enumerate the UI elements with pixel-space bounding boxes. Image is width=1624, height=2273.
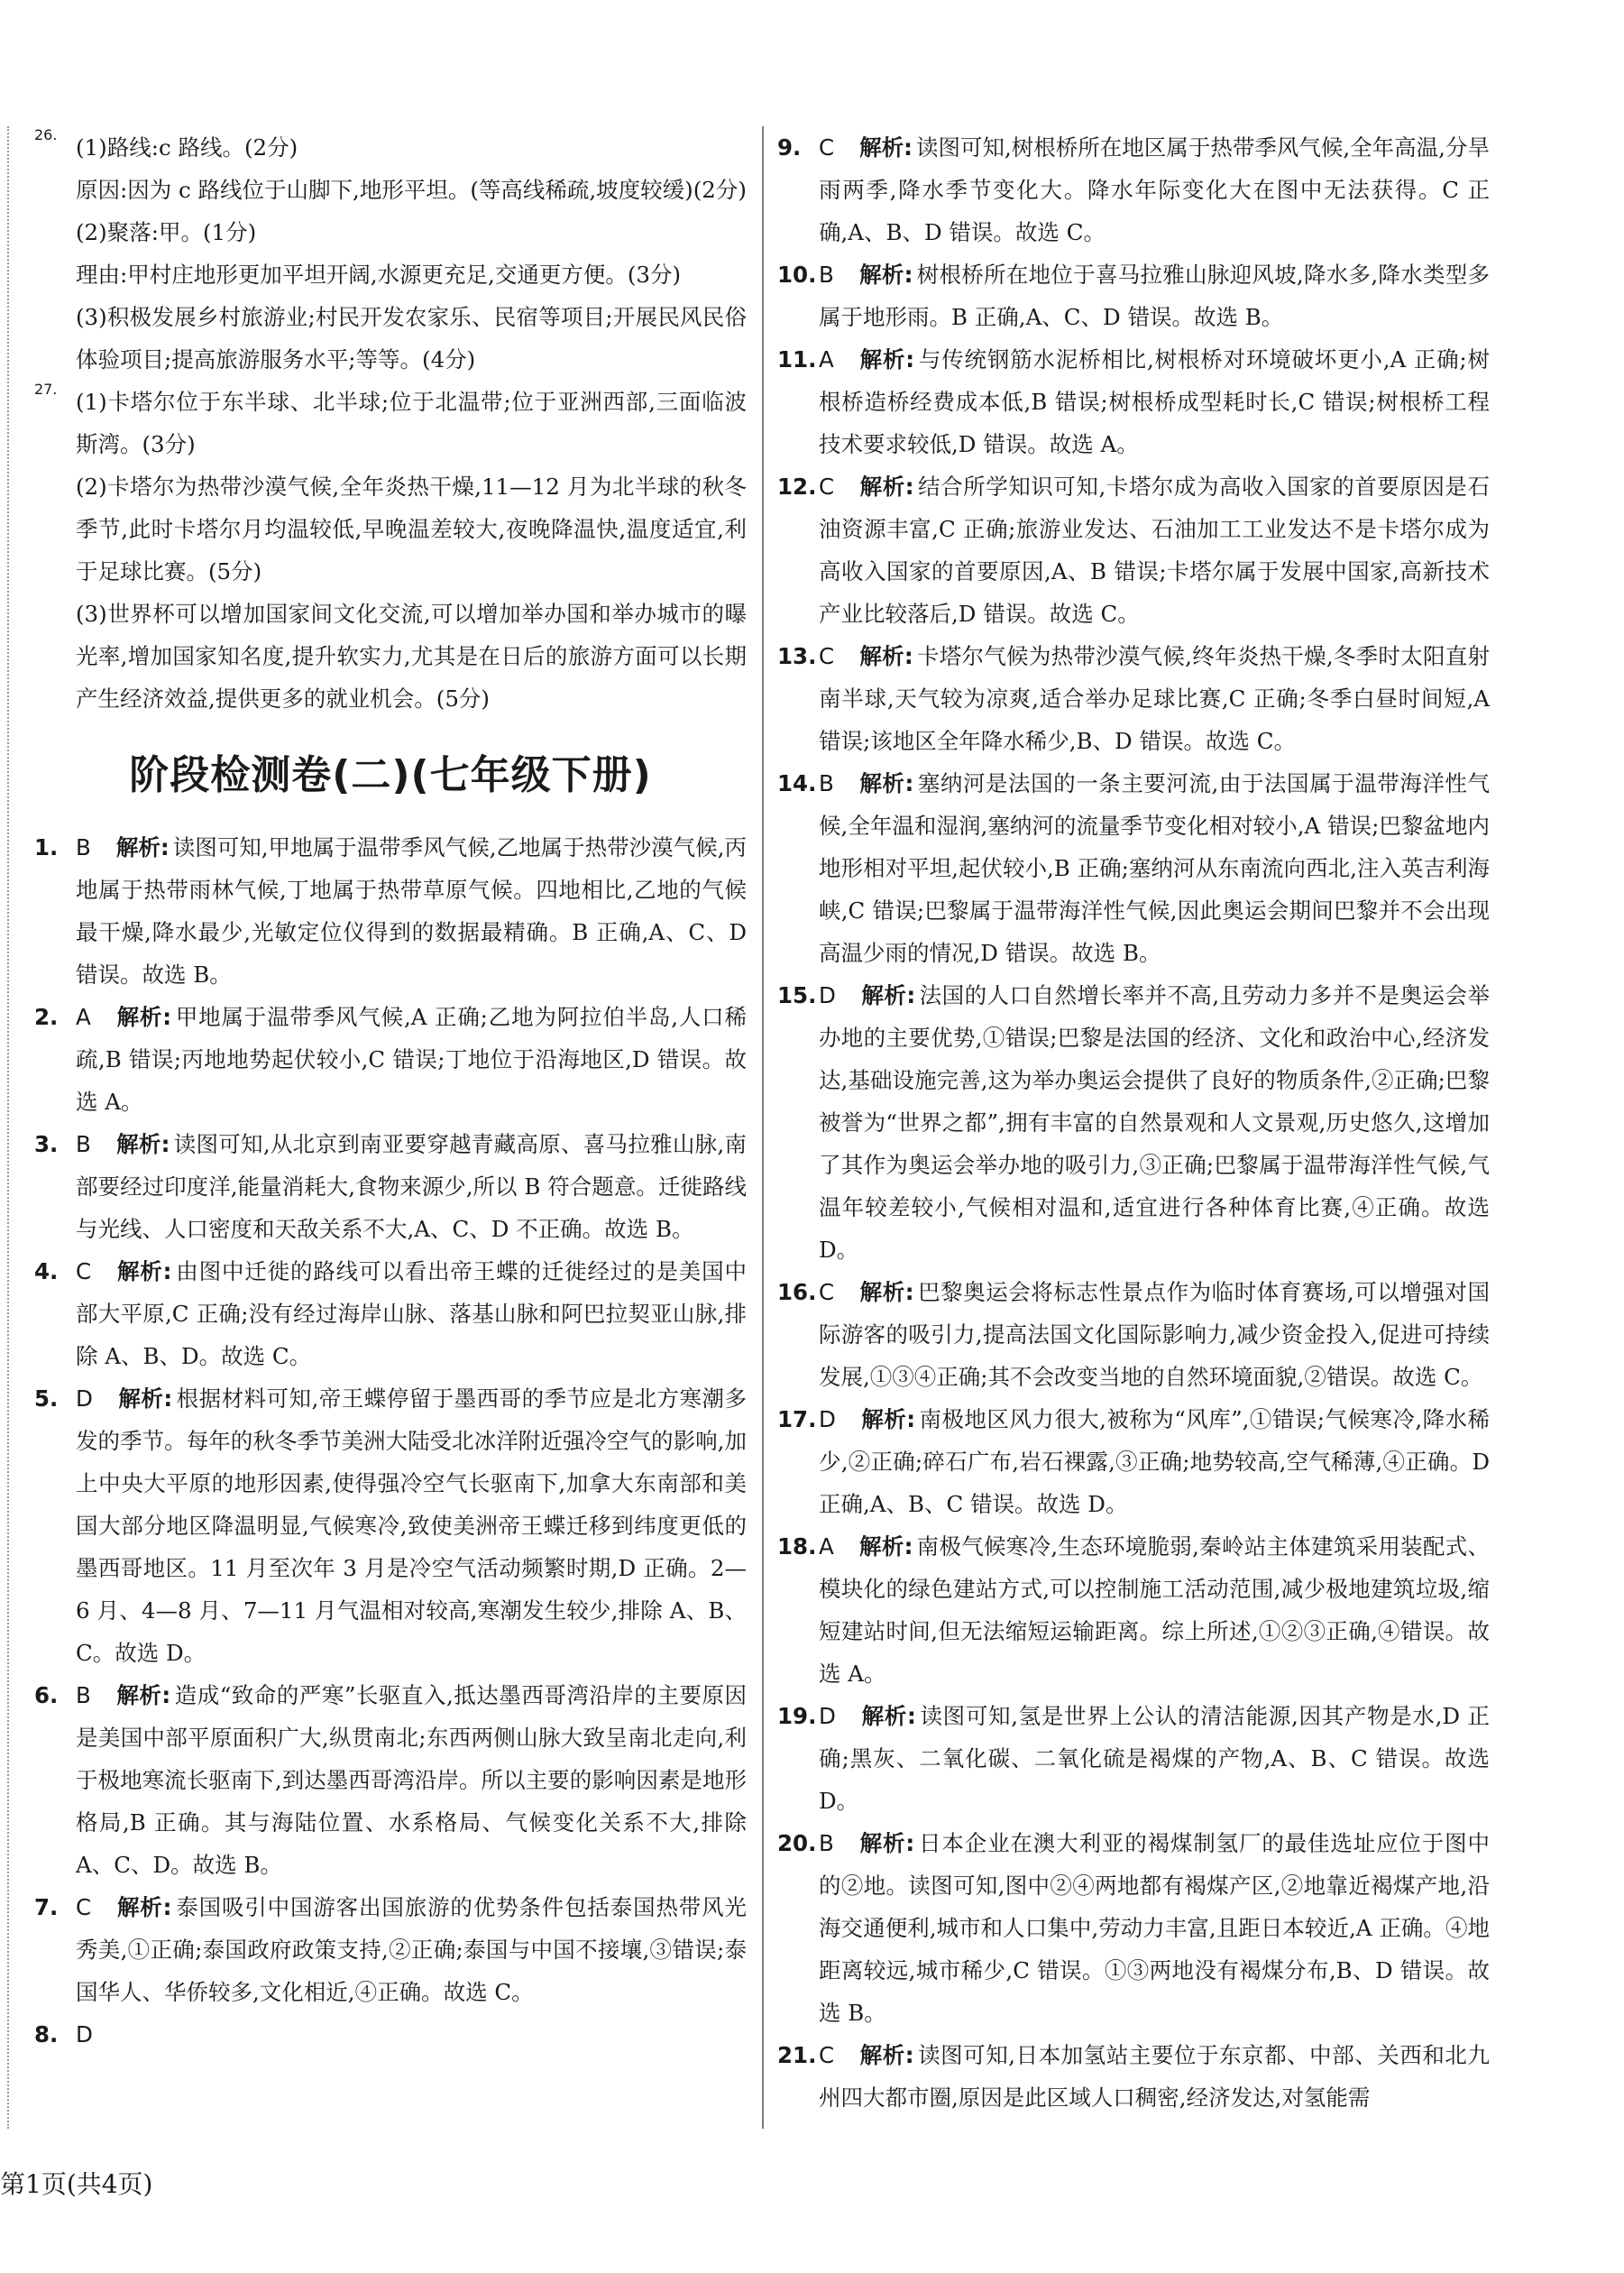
question-number bbox=[777, 974, 816, 1017]
answer-paragraph bbox=[76, 169, 747, 211]
answer-text: (1)卡塔尔位于东半球、北半球;位于北温带;位于亚洲西部,三面临波斯湾。(3分) bbox=[76, 389, 747, 457]
question-number-value: 21. bbox=[777, 2042, 817, 2068]
question-number-value: 9. bbox=[777, 134, 802, 161]
left-column bbox=[34, 126, 747, 2056]
question-number bbox=[777, 338, 816, 381]
answer-choice: C bbox=[819, 1279, 835, 1305]
analysis-label: 解析: bbox=[859, 2042, 914, 2068]
answer-choice: D bbox=[819, 1406, 836, 1432]
answer-item bbox=[777, 1695, 1490, 1822]
question-number bbox=[777, 253, 816, 296]
question-number-value: 10. bbox=[777, 262, 817, 288]
analysis-label: 解析: bbox=[860, 1406, 916, 1432]
analysis-label: 解析: bbox=[858, 770, 914, 796]
answer-choice: C bbox=[819, 643, 835, 669]
analysis-label: 解析: bbox=[115, 834, 170, 860]
question-block bbox=[34, 126, 747, 381]
answer-paragraph bbox=[76, 593, 747, 720]
analysis-text: 与传统钢筋水泥桥相比,树根桥对环境破坏更小,A 正确;树根桥造桥经费成本低,B 错误;树根桥成型耗时长,C 错误;树根桥工程技术要求较低,D 错误。故选 A。 bbox=[819, 346, 1490, 457]
answer-choice: A bbox=[819, 346, 834, 373]
question-number bbox=[777, 2034, 816, 2076]
question-number bbox=[777, 1271, 816, 1313]
answer-paragraph bbox=[76, 253, 747, 296]
question-number bbox=[777, 465, 816, 508]
analysis-text: 法国的人口自然增长率并不高,且劳动力多并不是奥运会举办地的主要优势,①错误;巴黎是法国的经济、文化和政治中心,经济发达,基础设施完善,这为举办奥运会提供了良好的物质条件,②正确;巴黎被誉为“世界之都”,拥有丰富的自然景观和人文景观,历史悠久,这增加了其作为奥运会举办地的吸引力,③正确;巴黎属于温带海洋性气候,气温年较差较小,气候相对温和,适宜进行各种体育比赛,④正确。故选 D。 bbox=[819, 982, 1490, 1263]
question-number bbox=[34, 1377, 58, 1420]
analysis-text: 日本企业在澳大利亚的褐煤制氢厂的最佳选址应位于图中的②地。读图可知,图中②④两地都有褐煤产区,②地靠近褐煤产地,沿海交通便利,城市和人口集中,劳动力丰富,且距日本较近,A 正确。④地距离较远,城市稀少,C 错误。①③两地没有褐煤分布,B、D 错误。故选 B。 bbox=[819, 1830, 1490, 2026]
question-number-value: 13. bbox=[777, 643, 817, 669]
answer-item bbox=[34, 1674, 747, 1886]
answer-text: 理由:甲村庄地形更加平坦开阔,水源更充足,交通更方便。(3分) bbox=[76, 262, 682, 288]
column-divider bbox=[762, 126, 764, 2129]
analysis-label: 解析: bbox=[858, 1830, 915, 1856]
page-footer: 第1页(共4页) bbox=[0, 2169, 153, 2199]
answer-paragraph bbox=[76, 465, 747, 593]
question-number-value: 17. bbox=[777, 1406, 817, 1432]
question-number-value: 6. bbox=[34, 1682, 59, 1708]
question-number bbox=[777, 126, 801, 169]
analysis-label: 解析: bbox=[115, 1004, 172, 1030]
analysis-text: 读图可知,从北京到南亚要穿越青藏高原、喜马拉雅山脉,南部要经过印度洋,能量消耗大,食物来源少,所以 B 符合题意。迁徙路线与光线、人口密度和天敌关系不大,A、C、D 不正确。故选 B。 bbox=[76, 1131, 747, 1242]
analysis-label: 解析: bbox=[115, 1682, 171, 1708]
analysis-label: 解析: bbox=[859, 474, 914, 500]
question-number-value: 1. bbox=[34, 834, 59, 860]
analysis-text: 南极地区风力很大,被称为“风库”,①错误;气候寒冷,降水稀少,②正确;碎石广布,岩石裸露,③正确;地势较高,空气稀薄,④正确。D 正确,A、B、C 错误。故选 D。 bbox=[819, 1406, 1490, 1517]
answer-text: (3)世界杯可以增加国家间文化交流,可以增加举办国和举办城市的曝光率,增加国家知名度,提升软实力,尤其是在日后的旅游方面可以长期产生经济效益,提供更多的就业机会。(5分) bbox=[76, 601, 747, 712]
analysis-text: 根据材料可知,帝王蝶停留于墨西哥的季节应是北方寒潮多发的季节。每年的秋冬季节美洲大陆受北冰洋附近强冷空气的影响,加上中央大平原的地形因素,使得强冷空气长驱南下,加拿大东南部和美国大部分地区降温明显,气候寒冷,致使美洲帝王蝶迁移到纬度更低的墨西哥地区。11 月至次年 3 月是冷空气活动频繁时期,D 正确。2—6 月、4—8 月、7—11 月气温相对较高,寒潮发生较少,排除 A、B、C。故选 D。 bbox=[76, 1385, 747, 1666]
analysis-text: 南极气候寒冷,生态环境脆弱,秦岭站主体建筑采用装配式、模块化的绿色建站方式,可以控制施工活动范围,减少极地建筑垃圾,缩短建站时间,但无法缩短运输距离。综上所述,①②③正确,④错误。故选 A。 bbox=[819, 1533, 1490, 1687]
analysis-text: 由图中迁徙的路线可以看出帝王蝶的迁徙经过的是美国中部大平原,C 正确;没有经过海岸山脉、落基山脉和阿巴拉契亚山脉,排除 A、B、D。故选 C。 bbox=[76, 1258, 747, 1369]
question-number-value: 4. bbox=[34, 1258, 59, 1284]
question-number bbox=[34, 1674, 58, 1716]
analysis-label: 解析: bbox=[117, 1385, 173, 1412]
answer-item bbox=[777, 1271, 1490, 1398]
answer-text: 原因:因为 c 路线位于山脚下,地形平坦。(等高线稀疏,坡度较缓)(2分) bbox=[76, 177, 747, 203]
question-number bbox=[34, 1123, 58, 1165]
answer-choice: C bbox=[819, 134, 835, 161]
question-number-value: 3. bbox=[34, 1131, 59, 1157]
question-number bbox=[777, 635, 816, 677]
question-number-value: 8. bbox=[34, 2021, 59, 2048]
answer-item bbox=[34, 1250, 747, 1377]
answer-item bbox=[777, 1822, 1490, 2034]
answer-choice: B bbox=[819, 1830, 834, 1856]
answer-choice: B bbox=[76, 1131, 91, 1157]
section-title: 阶段检测卷(二)(七年级下册) bbox=[129, 752, 652, 798]
analysis-text: 塞纳河是法国的一条主要河流,由于法国属于温带海洋性气候,全年温和湿润,塞纳河的流量季节变化相对较小,A 错误;巴黎盆地内地形相对平坦,起伏较小,B 正确;塞纳河从东南流向西北,注入英吉利海峡,C 错误;巴黎属于温带海洋性气候,因此奥运会期间巴黎并不会出现高温少雨的情况,D 错误。故选 B。 bbox=[819, 770, 1490, 966]
analysis-text: 结合所学知识可知,卡塔尔成为高收入国家的首要原因是石油资源丰富,C 正确;旅游业发达、石油加工工业发达不是卡塔尔成为高收入国家的首要原因,A、B 错误;卡塔尔属于发展中国家,高新技术产业比较落后,D 错误。故选 C。 bbox=[819, 474, 1490, 627]
answer-choice: C bbox=[819, 474, 835, 500]
question-number-value: 14. bbox=[777, 770, 817, 796]
analysis-label: 解析: bbox=[859, 643, 913, 669]
question-number bbox=[777, 1525, 816, 1568]
analysis-text: 造成“致命的严寒”长驱直入,抵达墨西哥湾沿岸的主要原因是美国中部平原面积广大,纵贯南北;东西两侧山脉大致呈南北走向,利于极地寒流长驱南下,到达墨西哥湾沿岸。所以主要的影响因素是地形格局,B 正确。其与海陆位置、水系格局、气候变化关系不大,排除 A、C、D。故选 B。 bbox=[76, 1682, 747, 1878]
analysis-text: 泰国吸引中国游客出国旅游的优势条件包括泰国热带风光秀美,①正确;泰国政府政策支持,②正确;泰国与中国不接壤,③错误;泰国华人、华侨较多,文化相近,④正确。故选 C。 bbox=[76, 1894, 747, 2005]
analysis-label: 解析: bbox=[858, 1533, 913, 1560]
question-number bbox=[34, 1886, 58, 1928]
right-column bbox=[777, 126, 1490, 2119]
analysis-label: 解析: bbox=[115, 1131, 170, 1157]
answer-item bbox=[34, 1377, 747, 1674]
answer-paragraph bbox=[76, 296, 747, 381]
question-number-value: 16. bbox=[777, 1279, 817, 1305]
analysis-label: 解析: bbox=[859, 1279, 914, 1305]
answer-item bbox=[777, 2034, 1490, 2119]
answer-choice: A bbox=[76, 1004, 91, 1030]
analysis-text: 卡塔尔气候为热带沙漠气候,终年炎热干燥,冬季时太阳直射南半球,天气较为凉爽,适合举办足球比赛,C 正确;冬季白昼时间短,A 错误;该地区全年降水稀少,B、D 错误。故选 C。 bbox=[819, 643, 1490, 754]
answer-text: (2)聚落:甲。(1分) bbox=[76, 219, 257, 245]
answer-text: (3)积极发展乡村旅游业;村民开发农家乐、民宿等项目;开展民风民俗体验项目;提高旅游服务水平;等等。(4分) bbox=[76, 304, 747, 373]
analysis-label: 解析: bbox=[116, 1258, 172, 1284]
answer-item bbox=[777, 762, 1490, 974]
answer-choice: C bbox=[819, 2042, 835, 2068]
answer-choice: B bbox=[76, 834, 91, 860]
analysis-text: 读图可知,树根桥所在地区属于热带季风气候,全年高温,分旱雨两季,降水季节变化大。降水年际变化大在图中无法获得。C 正确,A、B、D 错误。故选 C。 bbox=[819, 134, 1490, 245]
answer-choice: C bbox=[76, 1894, 92, 1920]
answer-item bbox=[777, 1525, 1490, 1695]
answer-choice: B bbox=[76, 1682, 91, 1708]
question-number-value: 2. bbox=[34, 1004, 59, 1030]
question-number bbox=[34, 1250, 58, 1293]
analysis-label: 解析: bbox=[860, 982, 916, 1008]
answer-item bbox=[34, 996, 747, 1123]
question-number bbox=[34, 826, 58, 869]
analysis-text: 甲地属于温带季风气候,A 正确;乙地为阿拉伯半岛,人口稀疏,B 错误;丙地地势起伏较小,C 错误;丁地位于沿海地区,D 错误。故选 A。 bbox=[76, 1004, 747, 1115]
question-number bbox=[777, 1398, 816, 1440]
question-number: 26. bbox=[34, 126, 58, 143]
answer-item bbox=[777, 974, 1490, 1271]
question-number-value: 7. bbox=[34, 1894, 59, 1920]
answer-item bbox=[777, 338, 1490, 465]
answer-text: (1)路线:c 路线。(2分) bbox=[76, 134, 298, 161]
analysis-label: 解析: bbox=[860, 1703, 916, 1729]
question-number bbox=[34, 996, 58, 1038]
answer-choice: D bbox=[76, 2021, 93, 2048]
answer-choice: B bbox=[819, 262, 834, 288]
answer-item bbox=[34, 1123, 747, 1250]
answer-choice: D bbox=[76, 1385, 93, 1412]
question-number bbox=[777, 1695, 816, 1737]
answer-item bbox=[777, 253, 1490, 338]
answer-choice: D bbox=[819, 982, 836, 1008]
answer-item bbox=[777, 635, 1490, 762]
analysis-label: 解析: bbox=[859, 134, 913, 161]
answer-paragraph bbox=[76, 126, 747, 169]
answer-item bbox=[777, 1398, 1490, 1525]
answer-item bbox=[34, 1886, 747, 2013]
question-number-value: 19. bbox=[777, 1703, 817, 1729]
question-number-value: 20. bbox=[777, 1830, 817, 1856]
analysis-text: 读图可知,氢是世界上公认的清洁能源,因其产物是水,D 正确;黑灰、二氧化碳、二氧化硫是褐煤的产物,A、B、C 错误。故选 D。 bbox=[819, 1703, 1490, 1814]
answer-paragraph bbox=[76, 381, 747, 465]
analysis-text: 巴黎奥运会将标志性景点作为临时体育赛场,可以增强对国际游客的吸引力,提高法国文化国际影响力,减少资金投入,促进可持续发展,①③④正确;其不会改变当地的自然环境面貌,②错误。故选 C。 bbox=[819, 1279, 1490, 1390]
answer-choice: A bbox=[819, 1533, 834, 1560]
answer-text: (2)卡塔尔为热带沙漠气候,全年炎热干燥,11—12 月为北半球的秋冬季节,此时卡塔尔月均温较低,早晚温差较大,夜晚降温快,温度适宜,利于足球比赛。(5分) bbox=[76, 474, 747, 584]
answer-choice: B bbox=[819, 770, 834, 796]
question-number-value: 12. bbox=[777, 474, 817, 500]
question-number-value: 15. bbox=[777, 982, 817, 1008]
answer-item bbox=[34, 2013, 747, 2056]
analysis-text: 读图可知,甲地属于温带季风气候,乙地属于热带沙漠气候,丙地属于热带雨林气候,丁地属于热带草原气候。四地相比,乙地的气候最干燥,降水最少,光敏定位仪得到的数据最精确。B 正确,A、C、D 错误。故选 B。 bbox=[76, 834, 747, 988]
answer-choice: D bbox=[819, 1703, 836, 1729]
question-number bbox=[34, 2013, 58, 2056]
analysis-text: 读图可知,日本加氢站主要位于东京都、中部、关西和北九州四大都市圈,原因是此区域人口稠密,经济发达,对氢能需 bbox=[819, 2042, 1490, 2111]
analysis-label: 解析: bbox=[116, 1894, 172, 1920]
analysis-label: 解析: bbox=[858, 346, 915, 373]
answer-item bbox=[777, 465, 1490, 635]
analysis-label: 解析: bbox=[858, 262, 913, 288]
analysis-text: 树根桥所在地位于喜马拉雅山脉迎风坡,降水多,降水类型多属于地形雨。B 正确,A、C、D 错误。故选 B。 bbox=[819, 262, 1490, 330]
question-number bbox=[777, 762, 816, 805]
answer-item bbox=[777, 126, 1490, 253]
question-number-value: 11. bbox=[777, 346, 817, 373]
answer-paragraph bbox=[76, 211, 747, 253]
question-block bbox=[34, 381, 747, 720]
question-number-value: 18. bbox=[777, 1533, 817, 1560]
answer-choice: C bbox=[76, 1258, 92, 1284]
question-number: 27. bbox=[34, 381, 58, 398]
binding-margin bbox=[7, 126, 10, 2129]
answer-item bbox=[34, 826, 747, 996]
question-number-value: 5. bbox=[34, 1385, 59, 1412]
question-number bbox=[777, 1822, 816, 1864]
